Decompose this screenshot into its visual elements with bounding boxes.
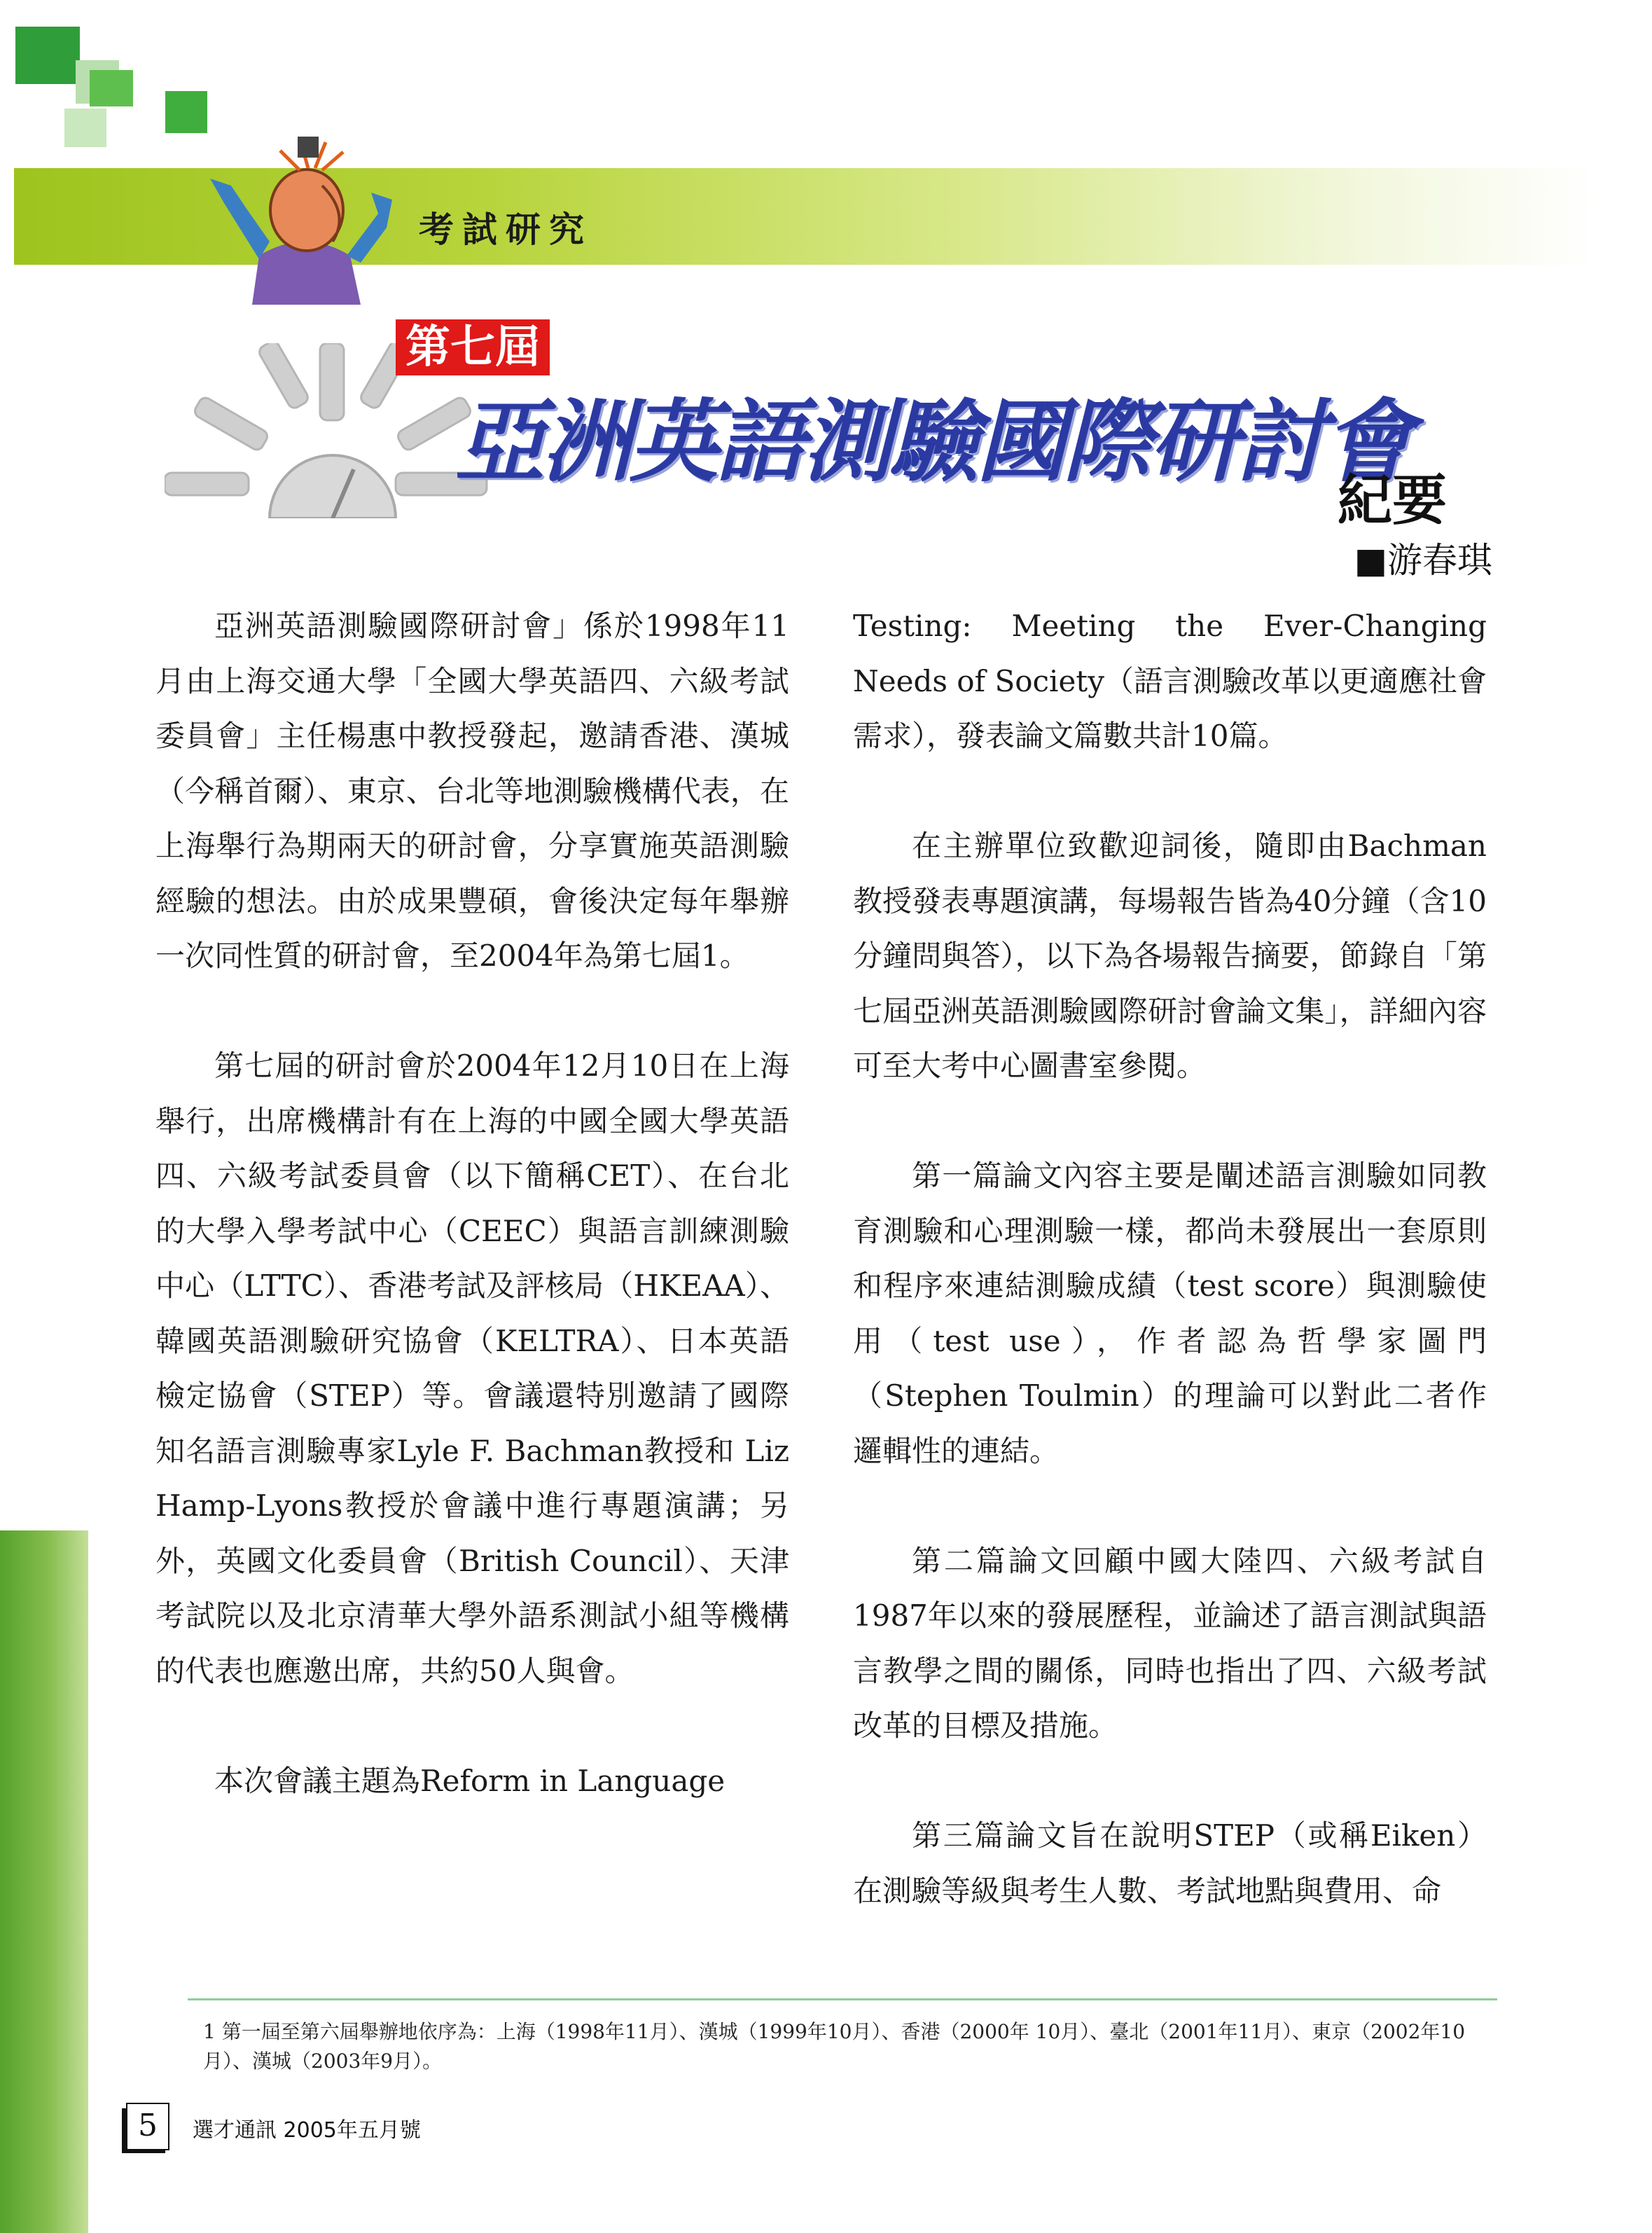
paragraph: 亞洲英語測驗國際研討會」係於1998年11月由上海交通大學「全國大學英語四、六級考試委員會」主任楊惠中教授發起，邀請香港、漢城（今稱首爾）、東京、台北等地測驗機構代表，在上海舉行為期兩天的研討會，分享實施英語測驗經驗的想法。由於成果豐碩，會後決定每年舉辦一次同性質的研討會，至2004年為第七屆1。 [155,609,789,973]
bulb-cap [298,137,319,158]
paragraph: 第一篇論文內容主要是闡述語言測驗如同教育測驗和心理測驗一樣，都尚未發展出一套原則和程序來連結測驗成績（test score）與測驗使用（test use），作者認為哲學家圖門（Stephen Toulmin）的理論可以對此二者作邏輯性的連結。 [853,1159,1487,1468]
footnote: 1 第一屆至第六屆舉辦地依序為：上海（1998年11月）、漢城（1999年10月）、香港（2000年 10月）、臺北（2001年11月）、東京（2002年10月）、漢城（2003年9月）。 [203,2020,1466,2073]
figure-head [270,170,343,251]
figure-ray [320,343,344,420]
publication-title: 選才通訊 2005年五月號 [193,2118,421,2143]
deco-square [90,70,133,106]
deco-square [15,27,80,84]
thinker-illustration [203,137,406,305]
figure-ray [165,473,249,495]
deco-square [64,109,106,147]
dome [270,455,396,518]
article-subtitle: 紀要 [1338,469,1448,532]
paragraph: Testing: Meeting the Ever-Changing Needs of Society（語言測驗改革以更適應社會需求），發表論文篇數共計10篇。 [853,609,1487,753]
figure-arm-left [210,179,270,259]
page-number: 5 [126,2103,169,2150]
paragraph: 第七屆的研討會於2004年12月10日在上海舉行，出席機構計有在上海的中國全國大學英語四、六級考試委員會（以下簡稱CET）、在台北的大學入學考試中心（CEEC）與語言訓練測驗中心（LTTC）、香港考試及評核局（HKEAA）、韓國英語測驗研究協會（KELTRA）、日本英語檢定協會（STEP）等。會議還特別邀請了國際知名語言測驗專家Lyle F. Bachman教授和 Liz Hamp-Lyons教授於會議中進行專題演講；另外，英國文化委員會（British Council）、天津考試院以及北京清華大學外語系測試小組等機構的代表也應邀出席，共約50人與會。 [155,1049,789,1688]
deco-square [165,91,207,133]
figure-arm-right [347,193,392,263]
paragraph: 第三篇論文旨在說明STEP（或稱Eiken）在測驗等級與考生人數、考試地點與費用、命 [853,1818,1487,1908]
paragraph: 在主辦單位致歡迎詞後，隨即由Bachman教授發表專題演講，每場報告皆為40分鐘（含10分鐘問與答），以下為各場報告摘要，節錄自「第七屆亞洲英語測驗國際研討會論文集」，詳細內容可至大考中心圖書室參閱。 [853,829,1487,1083]
body-column-left [155,599,789,1864]
article-title: 亞洲英語測驗國際研討會 [455,390,1411,495]
footnote-divider [188,1998,1497,2000]
left-margin-bar [0,1530,88,2233]
section-label: 考試研究 [419,209,592,250]
article-author: ■游春琪 [1354,540,1492,581]
figure-ray [193,396,270,452]
paragraph: 本次會議主題為Reform in Language [214,1763,726,1798]
body-column-right [853,599,1487,1974]
paragraph: 第二篇論文回顧中國大陸四、六級考試自1987年以來的發展歷程，並論述了語言測試與語言教學之間的關係，同時也指出了四、六級考試改革的目標及措施。 [853,1543,1487,1743]
figure-ray [257,343,310,410]
edition-badge: 第七屆 [396,319,550,375]
